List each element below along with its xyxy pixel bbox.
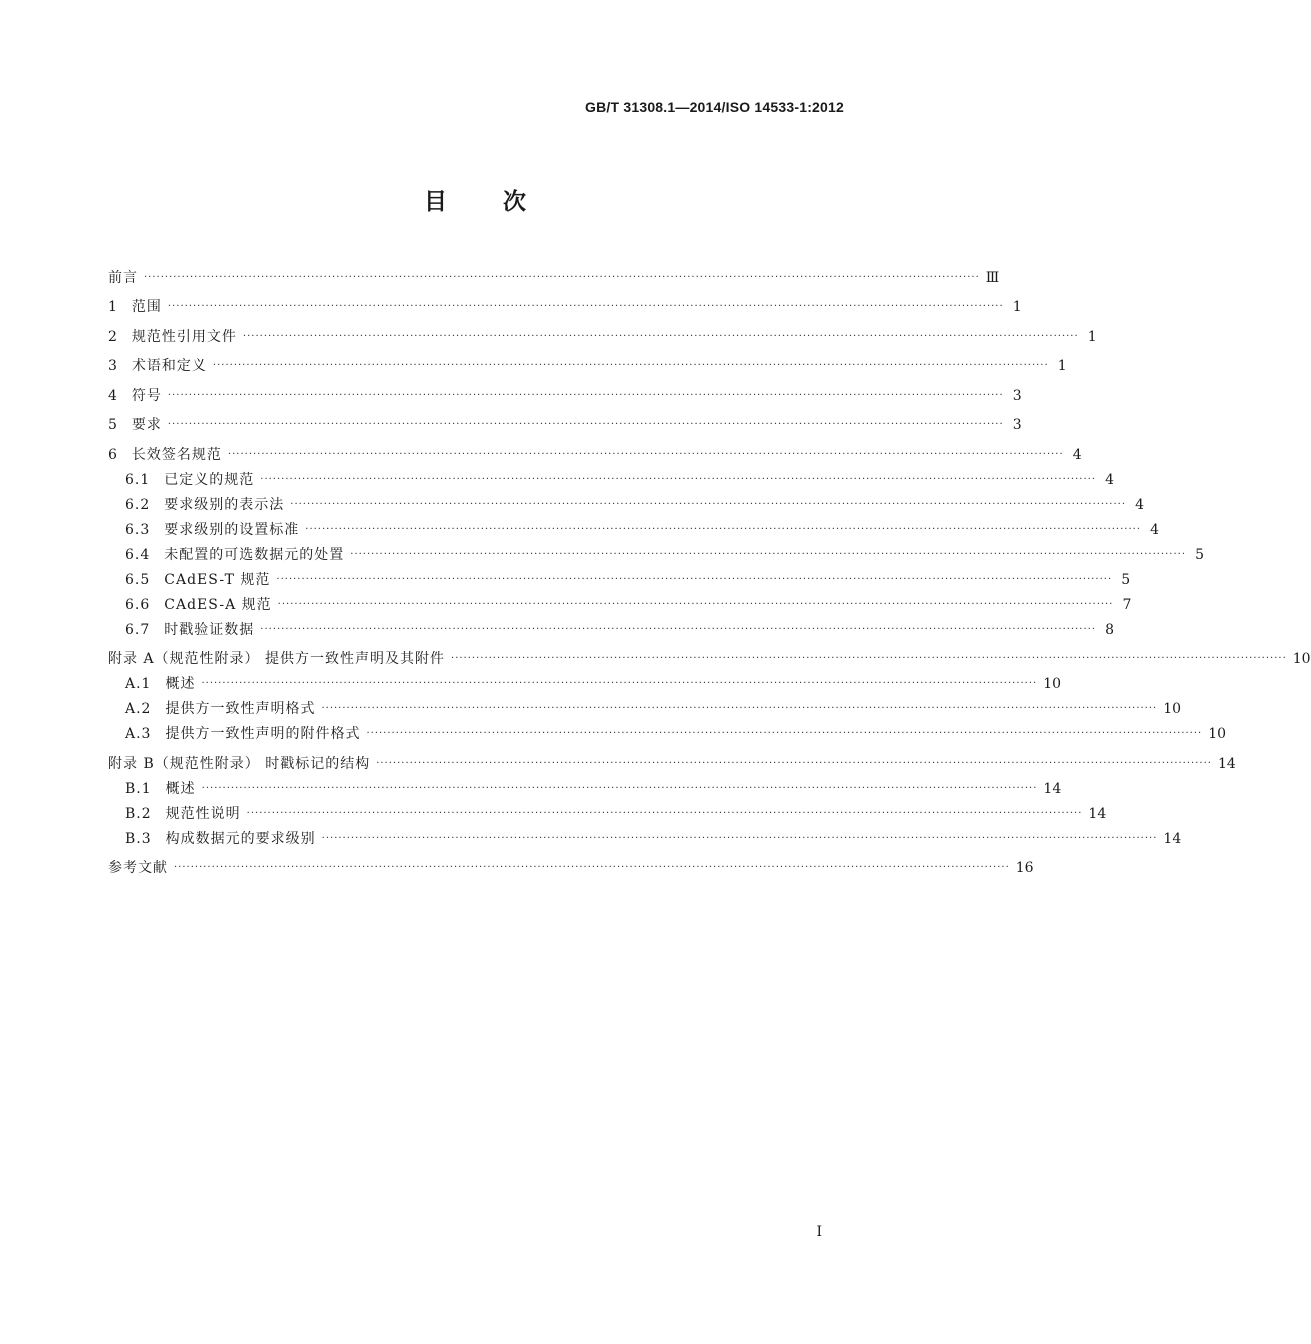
toc-entry-number: 6.6 (125, 596, 151, 613)
dot-leader: ········································································································································································································ (366, 728, 1203, 739)
toc-entry-page: 7 (1122, 596, 1132, 613)
toc-entry-label (125, 495, 284, 515)
toc-entry-label (125, 570, 270, 590)
toc-entry[interactable] (108, 669, 1062, 694)
toc-entry-label (108, 268, 138, 288)
toc-entry-page: 14 (1163, 830, 1182, 847)
toc-entry-text: 要求 (131, 417, 162, 433)
toc-entry-page: 4 (1105, 471, 1115, 488)
toc-entry-page: 4 (1135, 496, 1145, 513)
toc-entry-label (125, 804, 241, 824)
toc-entry-number: 6.7 (125, 621, 151, 638)
toc-entry-number: 1 (108, 299, 118, 315)
toc-entry-label (125, 699, 315, 719)
toc-entry[interactable] (108, 565, 1131, 590)
toc-entry-page: 14 (1043, 780, 1062, 797)
toc-entry-text: CAdES-A 规范 (164, 596, 272, 613)
toc-entry[interactable] (108, 515, 1160, 540)
toc-entry-text: 概述 (165, 780, 196, 797)
toc-entry[interactable] (108, 258, 1000, 288)
toc-entry-label (108, 649, 445, 669)
dot-leader: ········································································································································································································ (277, 598, 1114, 610)
toc-entry-number: 4 (108, 387, 118, 404)
table-of-contents (108, 258, 1311, 878)
toc-entry-label (108, 327, 237, 347)
toc-entry[interactable] (108, 694, 1182, 719)
dot-leader: ········································································································································································································ (174, 862, 1010, 873)
toc-entry-page: 5 (1195, 546, 1205, 563)
dot-leader: ········································································································································································································ (260, 623, 1097, 635)
toc-entry[interactable] (108, 590, 1132, 615)
toc-entry-text: 附录 A（规范性附录） 提供方一致性声明及其附件 (108, 651, 446, 667)
dot-leader: ········································································································································································································ (201, 678, 1038, 689)
toc-entry-label (125, 595, 272, 615)
toc-entry-page: 10 (1208, 726, 1227, 742)
toc-entry-text: 参考文献 (108, 860, 168, 876)
toc-entry[interactable] (108, 376, 1022, 406)
toc-entry-label (108, 858, 168, 878)
toc-entry-page: 1 (1012, 299, 1022, 315)
toc-entry[interactable] (108, 719, 1227, 744)
dot-leader: ········································································································································································································ (276, 573, 1113, 585)
dot-leader: ········································································································································································································ (246, 807, 1083, 819)
toc-entry[interactable] (108, 490, 1145, 515)
toc-entry-label (125, 520, 299, 540)
toc-entry-number: A.2 (125, 701, 152, 717)
dot-leader: ········································································································································································································ (376, 757, 1212, 769)
toc-entry-text: 提供方一致性声明格式 (165, 701, 316, 717)
toc-entry-text: 前言 (108, 269, 138, 286)
toc-entry[interactable] (108, 317, 1097, 347)
toc-entry-label (125, 674, 195, 694)
toc-title: 目次 (424, 188, 582, 215)
toc-entry-number: 5 (108, 417, 118, 433)
toc-entry-number: 6.4 (125, 546, 151, 563)
toc-entry[interactable] (108, 774, 1062, 799)
toc-entry-page: 16 (1015, 860, 1034, 876)
toc-entry-text: 长效签名规范 (131, 446, 222, 463)
toc-entry-page: 4 (1150, 521, 1160, 538)
toc-entry-page: 10 (1163, 701, 1182, 717)
toc-entry-label (125, 470, 254, 490)
toc-entry-label (125, 545, 344, 565)
toc-entry-text: 规范性说明 (165, 805, 241, 822)
toc-entry-page: 1 (1057, 358, 1067, 374)
toc-entry-number: B.3 (125, 830, 152, 847)
toc-entry-text: 时戳验证数据 (164, 621, 255, 638)
dot-leader: ········································································································································································································ (212, 360, 1049, 371)
toc-entry-number: 6.3 (125, 521, 151, 538)
dot-leader: ········································································································································································································ (451, 653, 1287, 664)
toc-entry-label (108, 754, 370, 774)
toc-entry-text: 术语和定义 (131, 358, 207, 374)
toc-entry[interactable] (108, 540, 1205, 565)
toc-entry-text: 构成数据元的要求级别 (165, 830, 316, 847)
toc-entry-page: Ⅲ (985, 269, 1000, 286)
toc-entry-label (125, 779, 196, 799)
toc-entry-number: 6 (108, 446, 118, 463)
toc-entry-page: 10 (1292, 651, 1311, 667)
toc-entry-page: 8 (1105, 621, 1115, 638)
toc-entry-label (108, 386, 162, 406)
dot-leader: ········································································································································································································ (321, 703, 1158, 714)
toc-entry[interactable] (108, 406, 1022, 436)
toc-entry[interactable] (108, 640, 1311, 670)
toc-entry-page: 14 (1217, 755, 1236, 772)
toc-entry[interactable] (108, 347, 1067, 377)
toc-entry-number: B.1 (125, 780, 152, 797)
dot-leader: ········································································································································································································ (144, 271, 980, 283)
toc-entry-page: 1 (1087, 328, 1097, 345)
toc-entry-label (108, 445, 222, 465)
dot-leader: ········································································································································································································ (167, 301, 1004, 312)
toc-entry-text: CAdES-T 规范 (164, 571, 271, 588)
dot-leader: ········································································································································································································ (321, 832, 1158, 844)
toc-entry-text: 要求级别的设置标准 (164, 521, 300, 538)
toc-entry-label (108, 356, 207, 376)
toc-entry-number: B.2 (125, 805, 152, 822)
dot-leader: ········································································································································································································ (242, 330, 1079, 342)
toc-entry-text: 规范性引用文件 (131, 328, 237, 345)
toc-entry-number: A.1 (125, 676, 152, 692)
dot-leader: ········································································································································································································ (201, 782, 1038, 794)
toc-entry-number: 6.1 (125, 471, 151, 488)
toc-entry[interactable] (108, 288, 1022, 318)
toc-entry-text: 要求级别的表示法 (164, 496, 285, 513)
toc-entry[interactable] (108, 744, 1236, 774)
dot-leader: ········································································································································································································ (260, 473, 1097, 485)
toc-entry-text: 已定义的规范 (164, 471, 255, 488)
toc-entry-text: 提供方一致性声明的附件格式 (165, 726, 361, 742)
toc-entry-label (125, 620, 254, 640)
toc-entry-number: 2 (108, 328, 118, 345)
toc-entry-label (125, 724, 360, 744)
toc-entry-page: 3 (1012, 417, 1022, 433)
dot-leader: ········································································································································································································ (350, 548, 1187, 560)
toc-entry-page: 4 (1072, 446, 1082, 463)
toc-entry-number: A.3 (125, 726, 152, 742)
toc-entry-text: 符号 (131, 387, 162, 404)
toc-entry[interactable] (108, 799, 1107, 824)
toc-entry[interactable] (108, 615, 1115, 640)
toc-entry-text: 附录 B（规范性附录） 时戳标记的结构 (108, 755, 371, 772)
toc-entry[interactable] (108, 465, 1115, 490)
toc-entry-page: 5 (1121, 571, 1131, 588)
page-number: Ⅰ (816, 1224, 822, 1240)
toc-entry-page: 14 (1088, 805, 1107, 822)
toc-entry-text: 未配置的可选数据元的处置 (164, 546, 345, 563)
toc-entry-number: 6.5 (125, 571, 151, 588)
toc-entry-number: 3 (108, 358, 118, 374)
toc-entry[interactable] (108, 824, 1182, 849)
dot-leader: ········································································································································································································ (167, 419, 1004, 430)
toc-entry-page: 10 (1043, 676, 1062, 692)
toc-entry-label (108, 297, 162, 317)
standard-code-header: GB/T 31308.1—2014/ISO 14533-1:2012 (585, 99, 844, 115)
dot-leader: ········································································································································································································ (167, 389, 1004, 401)
toc-entry-label (125, 829, 316, 849)
toc-entry-number: 6.2 (125, 496, 151, 513)
dot-leader: ········································································································································································································ (290, 498, 1127, 510)
dot-leader: ········································································································································································································ (227, 448, 1064, 460)
toc-entry[interactable] (108, 849, 1034, 879)
toc-entry-page: 3 (1012, 387, 1022, 404)
toc-entry-text: 概述 (165, 676, 196, 692)
toc-entry-label (108, 415, 162, 435)
dot-leader: ········································································································································································································ (305, 523, 1142, 535)
toc-entry[interactable] (108, 435, 1082, 465)
toc-entry-text: 范围 (131, 299, 162, 315)
